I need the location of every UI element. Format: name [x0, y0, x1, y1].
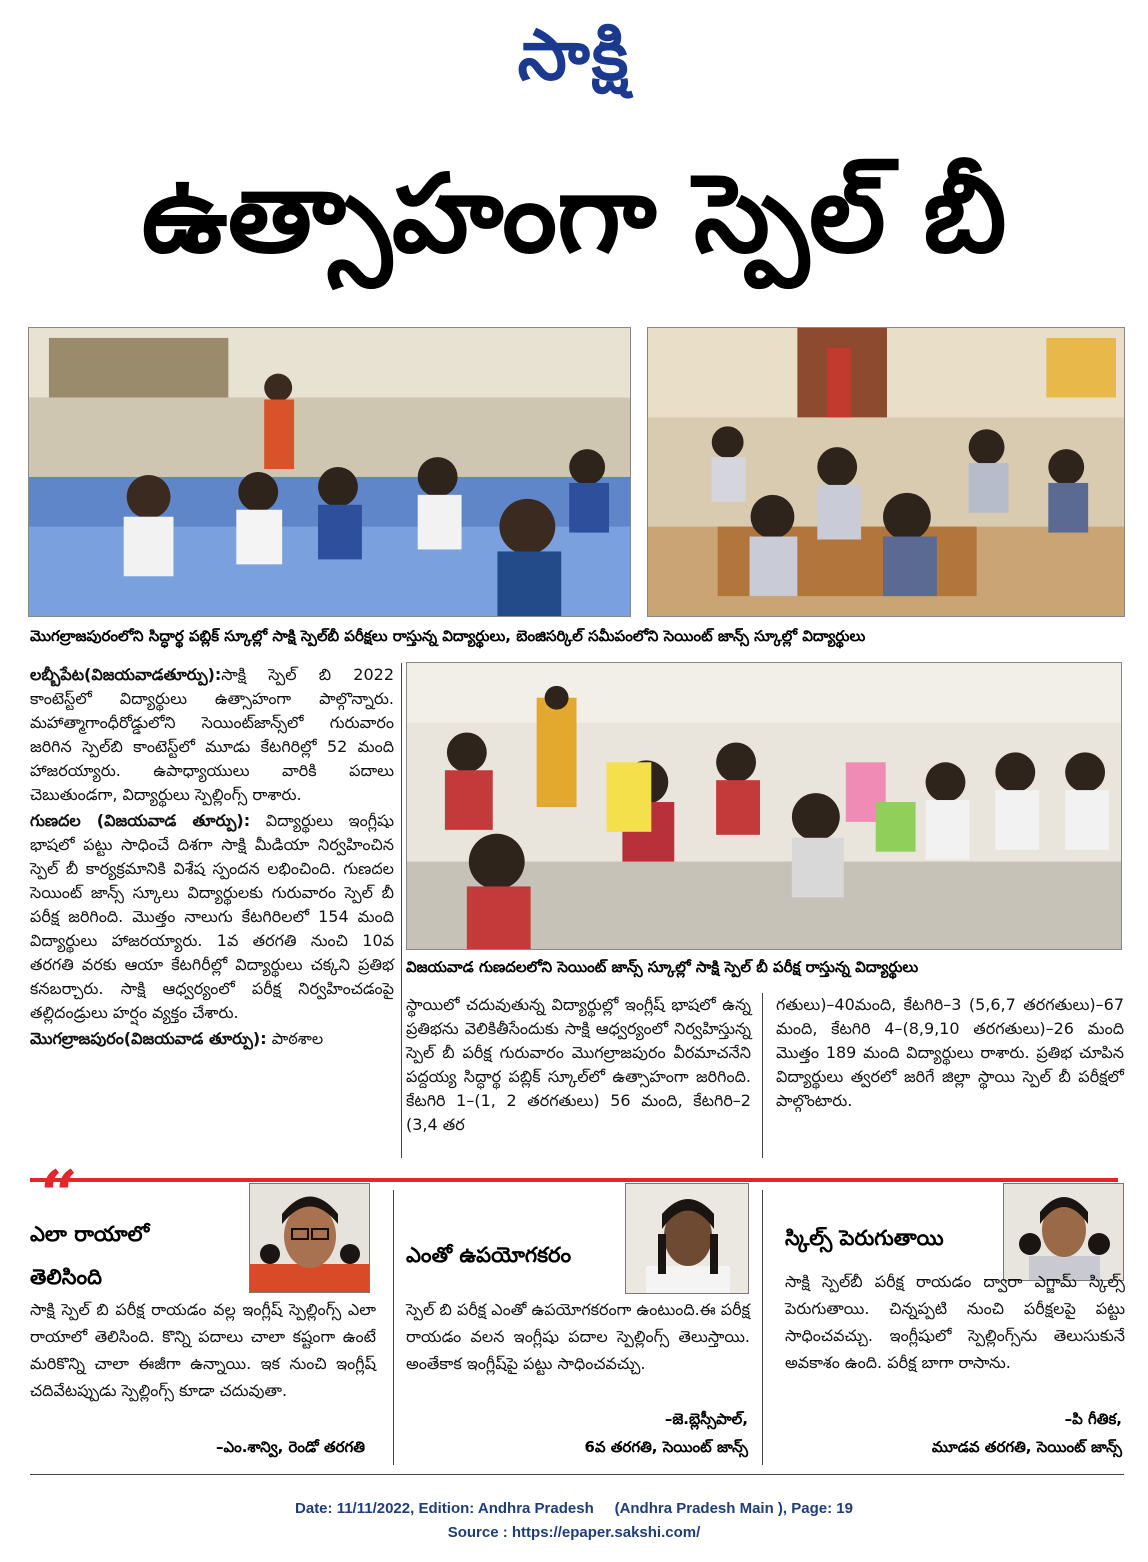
quote-1-signature: –ఎం.శాన్వి, రెండో తరగతి — [215, 1438, 365, 1456]
quote-3-body: సాక్షి స్పెల్‌బీ పరీక్ష రాయడం ద్వారా ఎగ్జామ్ స్కిల్స్ పెరుగుతాయి. చిన్నప్పటి నుంచి పరీక్షలపై పట్టు సాధించవచ్చు. ఇంగ్లీషులో స్పెల్లింగ్స్‌ను తెలుసుకునే అవకాశం ఉంది. పరీక్ష బాగా రాసాను. — [785, 1272, 1125, 1372]
portrait-blessy-paul — [625, 1183, 749, 1294]
quote-3-title: స్కిల్స్ పెరుగుతాయి — [785, 1226, 944, 1250]
article-paragraph-1: సాక్షి స్పెల్ బి 2022 కాంటెస్ట్‌లో విద్యార్థులు ఉత్సాహంగా పాల్గొన్నారు. మహాత్మాగాంధీరోడ్డులోని సెయింట్‌జాన్స్‌లో గురువారం జరిగిన స్పెల్‌బి కాంటెస్ట్‌లో మూడు కేటగిరిల్లో 52 మంది హాజరయ్యారు. ఉపాధ్యాయులు వారికి పదాలు చెబుతుండగా, విద్యార్థులు స్పెల్లింగ్స్ రాశారు. — [30, 665, 394, 804]
photo-gunadala-st-johns — [406, 662, 1122, 950]
quote-3-signature-class: మూడవ తరగతి, సెయింట్ జాన్స్ — [931, 1438, 1122, 1456]
quote-1-body: సాక్షి స్పెల్ బి పరీక్ష రాయడం వల్ల ఇంగ్లీష్ స్పెల్లింగ్స్ ఎలా రాయాలో తెలిసింది. కొన్ని పదాలు చాలా కష్టంగా ఉంటే మరికొన్ని చాలా ఈజీగా ఉన్నాయి. ఇక నుంచి ఇంగ్లీష్ చదివేటప్పుడు స్పెల్లింగ్స్ కూడా చదువుతా. — [30, 1300, 376, 1400]
quote-2-title: ఎంతో ఉపయోగకరం — [406, 1243, 572, 1267]
headline: ఉత్సాహంగా స్పెల్ బీ — [141, 152, 1007, 277]
column-divider-2 — [762, 993, 763, 1158]
article-paragraph-2: విద్యార్థులు ఇంగ్లీషు భాషలో పట్టు సాధించే దిశగా సాక్షి మీడియా నిర్వహించిన స్పెల్ బీ కార్యక్రమానికి విశేష స్పందన లభించింది. గుణదల సెయింట్ జాన్స్ స్కూలు విద్యార్థులకు గురువారం స్పెల్ బీ పరీక్ష జరిగింది. మొత్తం నాలుగు కేటగిరిలలో 154 మంది విద్యార్థులు హాజరయ్యారు. 1వ తరగతి నుంచి 10వ తరగతి వరకు ఆయా కేటగిరీల్లో విద్యార్థులు చక్కని ప్రతిభ కనబర్చారు. సాక్షి ఆధ్వర్యంలో పరీక్ష నిర్వహించడంపై తల్లిదండ్రులు హర్షం వ్యక్తం చేశారు. — [30, 811, 394, 1022]
dateline-labbipet: లబ్బీపేట(విజయవాడతూర్పు): — [30, 665, 222, 684]
dateline-gunadala: గుణదల (విజయవాడ తూర్పు): — [30, 811, 251, 830]
column-divider-1 — [401, 663, 402, 1158]
logo-text: సాక్షి — [517, 14, 631, 96]
photo-caption-top: మొగల్రాజపురంలోని సిద్ధార్థ పబ్లిక్ స్కూల్లో సాక్షి స్పెల్‌బీ పరీక్షలు రాస్తున్న విద్యార్థులు, బెంజిసర్కిల్ సమీపంలోని సెయింట్ జాన్స్ స్కూల్లో విద్యార్థులు — [30, 627, 866, 645]
photo-caption-middle: విజయవాడ గుణదలలోని సెయింట్ జాన్స్ స్కూల్లో సాక్షి స్పెల్ బీ పరీక్ష రాస్తున్న విద్యార్థులు — [406, 958, 919, 976]
portrait-shanvi — [249, 1183, 370, 1293]
quote-2-signature-name: –జె.బ్లెస్సీపాల్, — [664, 1410, 748, 1428]
quote-mark-icon: “ — [40, 1156, 78, 1234]
masthead-logo — [0, 14, 1148, 113]
footer-source: Source : https://epaper.sakshi.com/ — [447, 1524, 701, 1541]
photo-st-johns-benz-circle — [647, 327, 1125, 617]
article-column-3: గతులు)–40మంది, కేటగిరి–3 (5,6,7 తరగతులు)–67 మంది, కేటగిరి 4–(8,9,10 తరగతులు)–26 మంది మొత్తం 189 మంది విద్యార్థులు రాశారు. ప్రతిభ చూపిన విద్యార్థులు త్వరలో జరిగే జిల్లా స్థాయి స్పెల్ బీ పరీక్షలో పాల్గొంటారు. — [776, 995, 1124, 1110]
article-paragraph-3: పాఠశాల — [271, 1029, 324, 1048]
footer-date-edition: Date: 11/11/2022, Edition: Andhra Pradesh (Andhra Pradesh Main ), Page: 19 — [295, 1500, 853, 1517]
quote-2-signature-class: 6వ తరగతి, సెయింట్ జాన్స్ — [584, 1438, 748, 1456]
quote-1-title-line-2: తెలిసింది — [30, 1265, 102, 1289]
photo-siddhartha-school — [28, 327, 631, 617]
quote-2-body: స్పెల్ బి పరీక్ష ఎంతో ఉపయోగకరంగా ఉంటుంది.ఈ పరీక్ష రాయడం వలన ఇంగ్లీషు పదాల స్పెల్లింగ్స్ తెలుస్తాయి. అంతేకాక ఇంగ్లీష్‌పై పట్టు సాధించవచ్చు. — [406, 1300, 750, 1373]
article-column-1 — [30, 663, 394, 1053]
quote-divider-2 — [762, 1190, 763, 1465]
quote-divider-1 — [393, 1190, 394, 1465]
portrait-geethika — [1003, 1183, 1124, 1281]
quotes-section-bar — [30, 1178, 1118, 1182]
quote-3-signature-name: –పి గీతిక, — [1064, 1410, 1122, 1428]
quote-1-title-line-1: ఎలా రాయాలో — [30, 1222, 150, 1246]
article-column-2: స్థాయిలో చదువుతున్న విద్యార్థుల్లో ఇంగ్లీష్ భాషలో ఉన్న ప్రతిభను వెలికితీసేందుకు సాక్షి ఆధ్వర్యంలో నిర్వహిస్తున్న స్పెల్ బీ పరీక్ష గురువారం మొగల్రాజపురం వీరమాచనేని పద్దయ్య సిద్ధార్థ పబ్లిక్ స్కూల్‌లో ఉత్సాహంగా జరిగింది. కేటగిరి 1–(1, 2 తరగతులు) 56 మంది, కేటగిరి–2 (3,4 తర — [406, 995, 751, 1134]
dateline-mogalrajapuram: మొగల్రాజపురం(విజయవాడ తూర్పు): — [30, 1029, 267, 1048]
footer-divider — [30, 1474, 1124, 1475]
